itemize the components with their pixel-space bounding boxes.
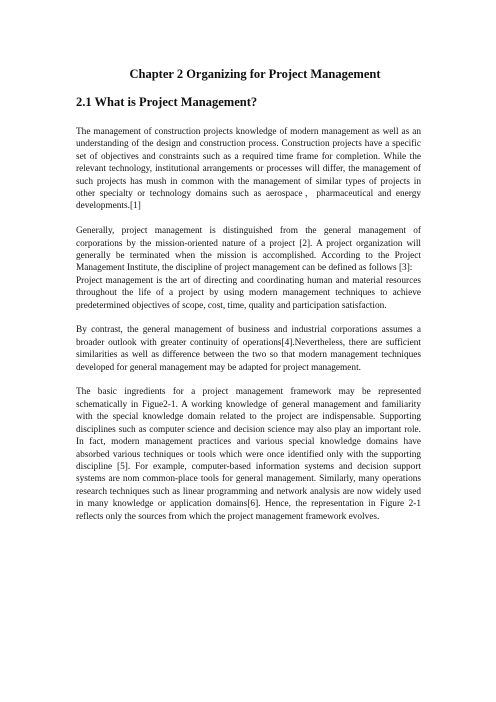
- paragraph-intro: The management of construction projects knowledge of modern management as well as an understanding of the design and construction process. Construction projects have a specific set of objectives and constraints such as a required time frame for completion. While the relevant technology, institutional arrangements or processes will differ, the management of such projects has mush in common with the management of similar types of projects in other specialty or technology domains such as aerospace，pharmaceutical and energy developments.[1]: [76, 127, 421, 212]
- paragraph-contrast: By contrast, the general management of business and industrial corporations assumes a broader outlook with greater continuity of operations[4].Nevertheless, there are sufficient similarities as well as difference between the two so that modern management techniques developed for general management may be adapted for project management.: [76, 325, 421, 373]
- body-text: [76, 126, 421, 535]
- paragraph-definition: Project management is the art of directing and coordinating human and material resources throughout the life of a project by using modern management techniques to achieve predetermined objectives of scope, cost, time, quality and participation satisfaction.: [76, 275, 421, 311]
- paragraph-definition-context: Generally, project management is distinguished from the general management of corporations by the mission-oriented nature of a project [2]. A project organization will generally be terminated when the mission is accomplished. According to the Project Management Institute, the discipline of project management can be defined as follows [3]:: [76, 226, 421, 274]
- paragraph-framework: The basic ingredients for a project management framework may be represented schematically in Figue2-1. A working knowledge of general management and familiarity with the special knowledge domain related to the project are indispensable. Supporting disciplines such as computer science and decision science may also play an important role. In fact, modern management practices and various special knowledge domains have absorbed various techniques or tools which were once identified only with the supporting discipline [5]. For example, computer-based information systems and decision support systems are nom common-place tools for general management. Similarly, many operations research techniques such as linear programming and network analysis are now widely used in many knowledge or application domains[6]. Hence, the representation in Figure 2-1 reflects only the sources from which the project management framework evolves.: [76, 387, 421, 522]
- chapter-title: Chapter 2 Organizing for Project Management: [129, 67, 381, 81]
- section-title: 2.1 What is Project Management?: [76, 95, 258, 109]
